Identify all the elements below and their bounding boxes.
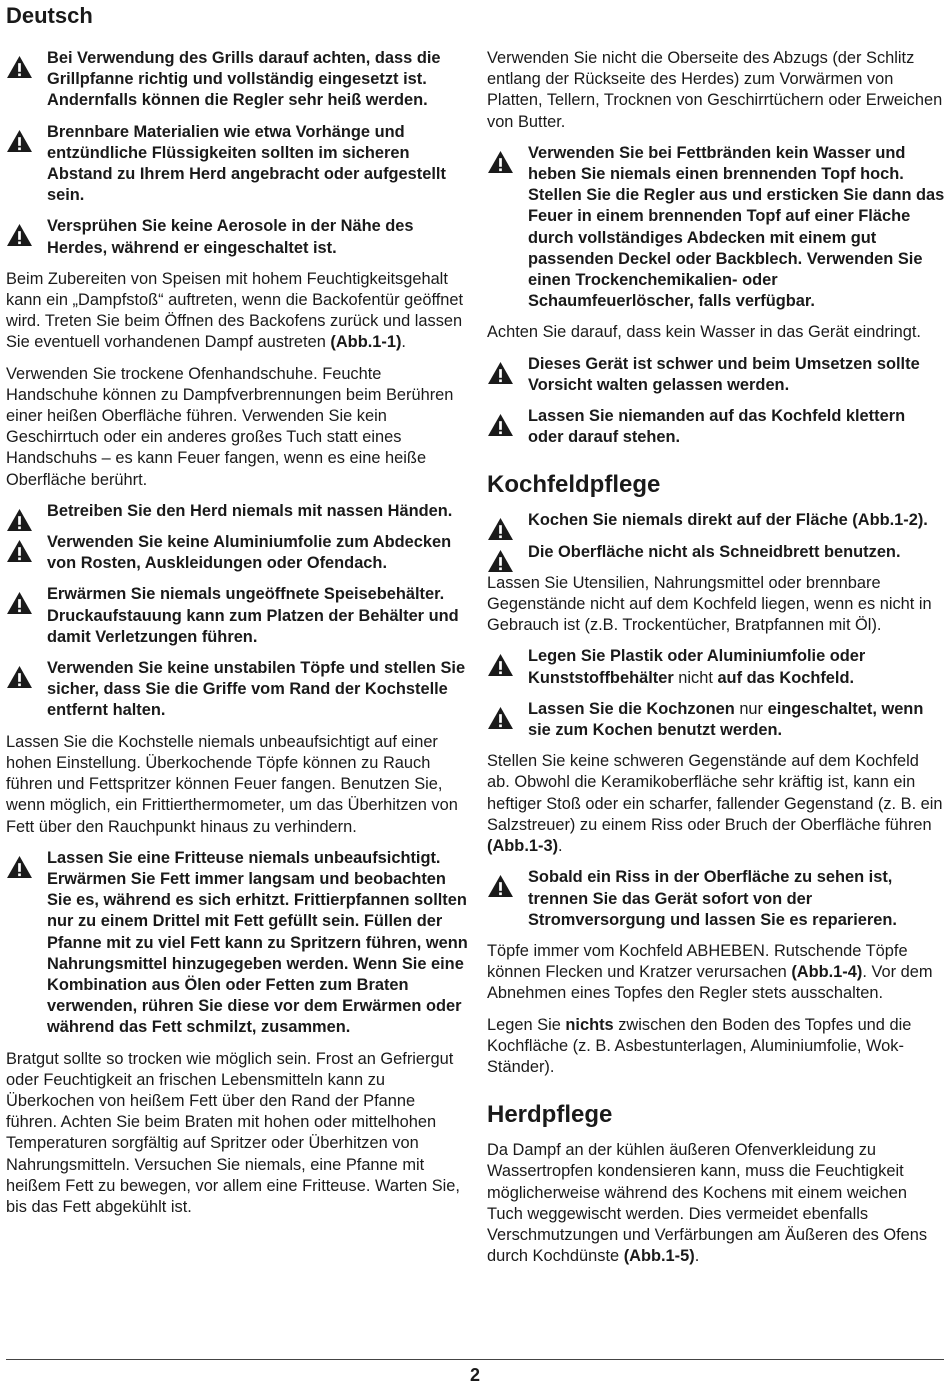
warning-icon bbox=[6, 508, 33, 532]
footer-divider bbox=[6, 1359, 944, 1360]
warning-text: Versprühen Sie keine Aerosole in der Nähe des Herdes, während er eingeschaltet ist. bbox=[47, 217, 414, 257]
warning-crack bbox=[487, 867, 945, 931]
warning-text: Lassen Sie eine Fritteuse niemals unbeaufsichtigt. Erwärmen Sie Fett immer langsam und beobachten Sie es, während es sich erhitzt. Frittierpfannen sollten nur zu einem Drittel mit Fett gefüllt sein. Füllen der Pfanne mit zu viel Fett kann zu Spritzern führen, wenn Nahrungsmittel hinzugegeben werden. Wenn Sie eine Kombination aus Ölen oder Fetten zum Braten verwenden, rühren Sie diese vor dem Erwärmen oder während das Fett schmilzt, zusammen. bbox=[47, 848, 468, 1037]
paragraph-unattended-hob: Lassen Sie die Kochstelle niemals unbeaufsichtigt auf einer hohen Einstellung. Überkochende Töpfe können zu Rauch führen und Fettspritzer können Feuer fangen. Benutzen Sie, wenn möglich, ein Frittierthermometer, um das Überhitzen von Fett über den Rauchpunkt hinaus zu verhindern. bbox=[6, 732, 458, 836]
warning-icon bbox=[487, 874, 514, 898]
warning-unstable-pots bbox=[6, 658, 468, 722]
warning-text: Die Oberfläche nicht als Schneidbrett benutzen. bbox=[528, 542, 901, 561]
right-column bbox=[487, 48, 945, 1277]
warning-icon bbox=[487, 517, 514, 541]
paragraph-utensils: Lassen Sie Utensilien, Nahrungsmittel oder brennbare Gegenstände nicht auf dem Kochfeld liegen, wenn es nicht in Gebrauch ist (z.B. Trockentücher, Bratpfannen mit Öl). bbox=[487, 573, 932, 635]
warning-icon bbox=[487, 413, 514, 437]
warning-text: Verwenden Sie bei Fettbränden kein Wasser und heben Sie niemals einen brennenden Topf hoch. Stellen Sie die Regler aus und ersticken Sie dann das Feuer in einem brennenden Topf auf einer Fläche durch vollständiges Abdecken mit einem gut passenden Deckel oder Backblech. Verwenden Sie einen Trockenchemikalien- oder Schaumfeuerlöscher, falls verfügbar. bbox=[528, 143, 945, 311]
figure-reference: (Abb.1-5) bbox=[623, 1247, 695, 1266]
section-title-hob-care: Kochfeldpflege bbox=[487, 471, 661, 499]
warning-text: Legen Sie Plastik oder Aluminiumfolie oder Kunststoffbehälter nicht auf das Kochfeld. bbox=[528, 647, 866, 687]
warning-icon bbox=[6, 855, 33, 879]
page-title: Deutsch bbox=[6, 3, 93, 28]
warning-icon bbox=[6, 539, 33, 563]
warning-icon bbox=[6, 665, 33, 689]
section-title-oven-care: Herdpflege bbox=[487, 1101, 613, 1129]
warning-text: Verwenden Sie keine Aluminiumfolie zum Abdecken von Rosten, Auskleidungen oder Ofendach. bbox=[47, 533, 452, 573]
warning-closed-containers bbox=[6, 584, 468, 648]
warning-grill-pan bbox=[6, 48, 468, 112]
warning-cutting-board bbox=[487, 542, 945, 563]
warning-icon bbox=[487, 653, 514, 677]
warning-icon bbox=[6, 55, 33, 79]
paragraph-dry-food: Bratgut sollte so trocken wie möglich sein. Frost an Gefriergut oder Feuchtigkeit an frischen Lebensmitteln kann zu Überkochen von heißem Fett über den Rand der Pfanne führen. Achten Sie beim Braten mit hohen oder mittelhohen Temperaturen sorgfältig auf Spritzer oder Überhitzen von Nahrungsmitteln. Versuchen Sie niemals, eine Pfanne mit heißem Fett zu bewegen, vor allem eine Fritteuse. Warten Sie, bis das Fett abgekühlt ist. bbox=[6, 1049, 460, 1216]
warning-aerosols bbox=[6, 216, 468, 258]
warning-icon bbox=[487, 361, 514, 385]
warning-icon bbox=[487, 150, 514, 174]
warning-text: Kochen Sie niemals direkt auf der Fläche (Abb.1-2). bbox=[528, 511, 928, 530]
paragraph-water: Achten Sie darauf, dass kein Wasser in das Gerät eindringt. bbox=[487, 323, 921, 342]
figure-reference: (Abb.1-1) bbox=[330, 333, 402, 352]
warning-grease-fire bbox=[487, 143, 945, 313]
warning-text: Lassen Sie niemanden auf das Kochfeld klettern oder darauf stehen. bbox=[528, 407, 906, 447]
warning-icon bbox=[6, 591, 33, 615]
paragraph-condensation: Da Dampf an der kühlen äußeren Ofenverkleidung zu Wassertropfen kondensieren kann, muss die Feuchtigkeit möglicherweise während des Kochens mit einem weichen Tuch weggewischt werden. Dies vermeidet ebenfalls Verschmutzungen und Verfärbungen am Äußeren des Ofens durch Kochdünste (Abb.1-5). bbox=[487, 1141, 928, 1266]
warning-plastic-foil bbox=[487, 646, 945, 688]
paragraph-nothing-between: Legen Sie nichts zwischen den Boden des Topfes und die Kochfläche (z. B. Asbestunterlagen, Aluminiumfolie, Wok-Ständer). bbox=[487, 1015, 912, 1076]
warning-text: Brennbare Materialien wie etwa Vorhänge und entzündliche Flüssigkeiten sollten im sicheren Abstand zu Ihrem Herd angebracht oder aufgestellt sein. bbox=[47, 122, 446, 205]
warning-text: Lassen Sie die Kochzonen nur eingeschaltet, wenn sie zum Kochen benutzt werden. bbox=[528, 699, 924, 740]
figure-reference: (Abb.1-3) bbox=[487, 837, 559, 856]
warning-text: Dieses Gerät ist schwer und beim Umsetzen sollte Vorsicht walten gelassen werden. bbox=[528, 354, 920, 394]
warning-icon bbox=[487, 706, 514, 730]
warning-deep-fryer bbox=[6, 848, 468, 1039]
warning-icon bbox=[487, 549, 514, 573]
warning-flammable-materials bbox=[6, 122, 468, 207]
warning-direct-cooking bbox=[487, 510, 945, 531]
page-number: 2 bbox=[469, 1365, 480, 1385]
warning-text: Verwenden Sie keine unstabilen Töpfe und stellen Sie sicher, dass Sie die Griffe vom Rand der Kochstelle entfernt halten. bbox=[47, 659, 466, 720]
paragraph-oven-gloves: Verwenden Sie trockene Ofenhandschuhe. Feuchte Handschuhe können zu Dampfverbrennungen beim Berühren einer heißen Oberfläche führen. Verwenden Sie kein Geschirrtuch oder ein anderes großes Tuch statt eines Handschuhs – es kann Feuer fangen, wenn es eine heiße Oberfläche berührt. bbox=[6, 364, 454, 489]
warning-cooking-zones bbox=[487, 699, 945, 741]
paragraph-vent: Verwenden Sie nicht die Oberseite des Abzugs (der Schlitz entlang der Rückseite des Herdes) zum Vorwärmen von Platten, Tellern, Trocknen von Geschirrtüchern oder Erweichen von Butter. bbox=[487, 49, 943, 131]
paragraph-heavy-objects: Stellen Sie keine schweren Gegenstände auf dem Kochfeld ab. Obwohl die Keramikoberfläche sehr kräftig ist, kann ein heftiger Stoß oder ein scharfer, fallender Gegenstand (z. B. ein Salzstreuer) zu einem Riss oder Bruch der Oberfläche führen (Abb.1-3). bbox=[487, 752, 943, 856]
paragraph-steam: Beim Zubereiten von Speisen mit hohem Feuchtigkeitsgehalt kann ein „Dampfstoß“ auftreten, wenn die Backofentür geöffnet wird. Treten Sie beim Öffnen des Backofens zurück und lassen Sie eventuell vorhandenen Dampf austreten (Abb.1-1). bbox=[6, 269, 464, 352]
figure-reference: (Abb.1-4) bbox=[791, 963, 863, 982]
warning-icon bbox=[6, 129, 33, 153]
warning-text: Bei Verwendung des Grills darauf achten, dass die Grillpfanne richtig und vollständig eingesetzt ist. Andernfalls können die Regler sehr heiß werden. bbox=[47, 49, 441, 110]
warning-aluminium-foil bbox=[6, 532, 468, 574]
warning-no-climbing bbox=[487, 406, 945, 448]
warning-text: Betreiben Sie den Herd niemals mit nassen Händen. bbox=[47, 501, 453, 520]
left-column bbox=[6, 48, 468, 1228]
warning-wet-hands bbox=[6, 501, 468, 522]
paragraph-lift-pots: Töpfe immer vom Kochfeld ABHEBEN. Rutschende Töpfe können Flecken und Kratzer verursachen (Abb.1-4). Vor dem Abnehmen eines Topfes den Regler stets ausschalten. bbox=[487, 941, 933, 1003]
warning-text: Erwärmen Sie niemals ungeöffnete Speisebehälter. Druckaufstauung kann zum Platzen der Behälter und damit Verletzungen führen. bbox=[47, 585, 459, 646]
warning-icon bbox=[6, 223, 33, 247]
warning-text: Sobald ein Riss in der Oberfläche zu sehen ist, trennen Sie das Gerät sofort von der Stromversorgung und lassen Sie es reparieren. bbox=[528, 868, 897, 929]
warning-heavy-appliance bbox=[487, 354, 945, 396]
